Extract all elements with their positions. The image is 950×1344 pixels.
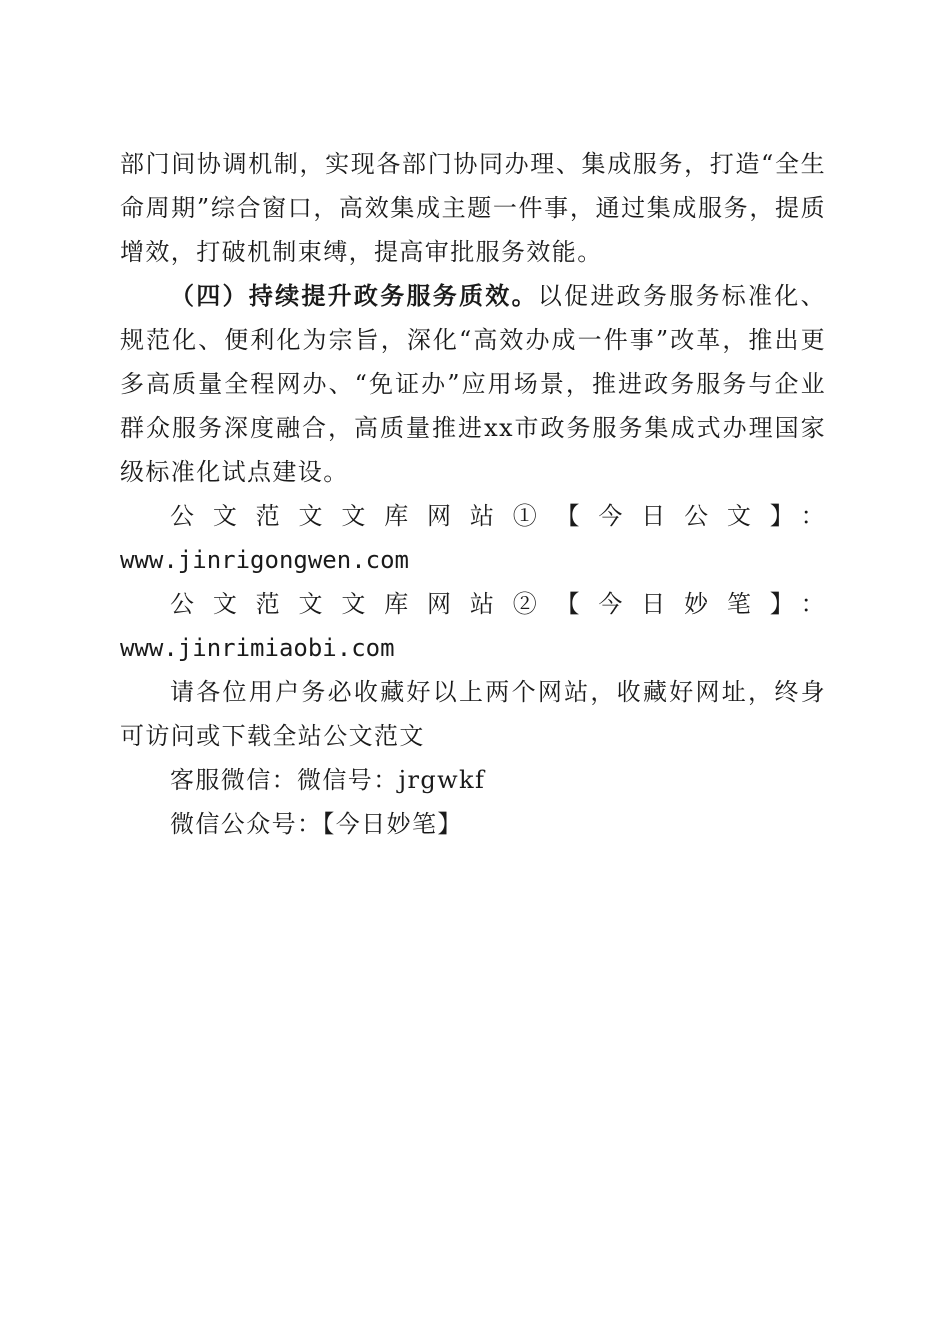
wechat-official-account: 微信公众号：【今日妙笔】 bbox=[170, 810, 463, 838]
site-1-label: 公文范文文库网站①【今日公文】： bbox=[170, 502, 826, 530]
body-paragraph: 部门间协调机制，实现各部门协同办理、集成服务，打造“全生命周期”综合窗口，高效集成主题一件事，通过集成服务，提质增效，打破机制束缚，提高审批服务效能。 bbox=[120, 150, 826, 266]
section-paragraph bbox=[120, 274, 826, 494]
site-1-url: www.jinrigongwen.com bbox=[120, 546, 409, 574]
site-2-label: 公文范文文库网站②【今日妙笔】： bbox=[170, 590, 826, 618]
site-2-line bbox=[120, 582, 826, 670]
bookmark-notice: 请各位用户务必收藏好以上两个网站，收藏好网址，终身可访问或下载全站公文范文 bbox=[120, 678, 826, 750]
site-2-url: www.jinrimiaobi.com bbox=[120, 634, 395, 662]
section-body: 以促进政务服务标准化、规范化、便利化为宗旨，深化“高效办成一件事”改革，推出更多高质量全程网办、“免证办”应用场景，推进政务服务与企业群众服务深度融合，高质量推进xx市政务服务集成式办理国家级标准化试点建设。 bbox=[120, 282, 826, 486]
document-body bbox=[120, 142, 826, 846]
section-heading: （四）持续提升政务服务质效。 bbox=[170, 281, 538, 310]
wechat-service: 客服微信：微信号：jrgwkf bbox=[170, 766, 486, 794]
